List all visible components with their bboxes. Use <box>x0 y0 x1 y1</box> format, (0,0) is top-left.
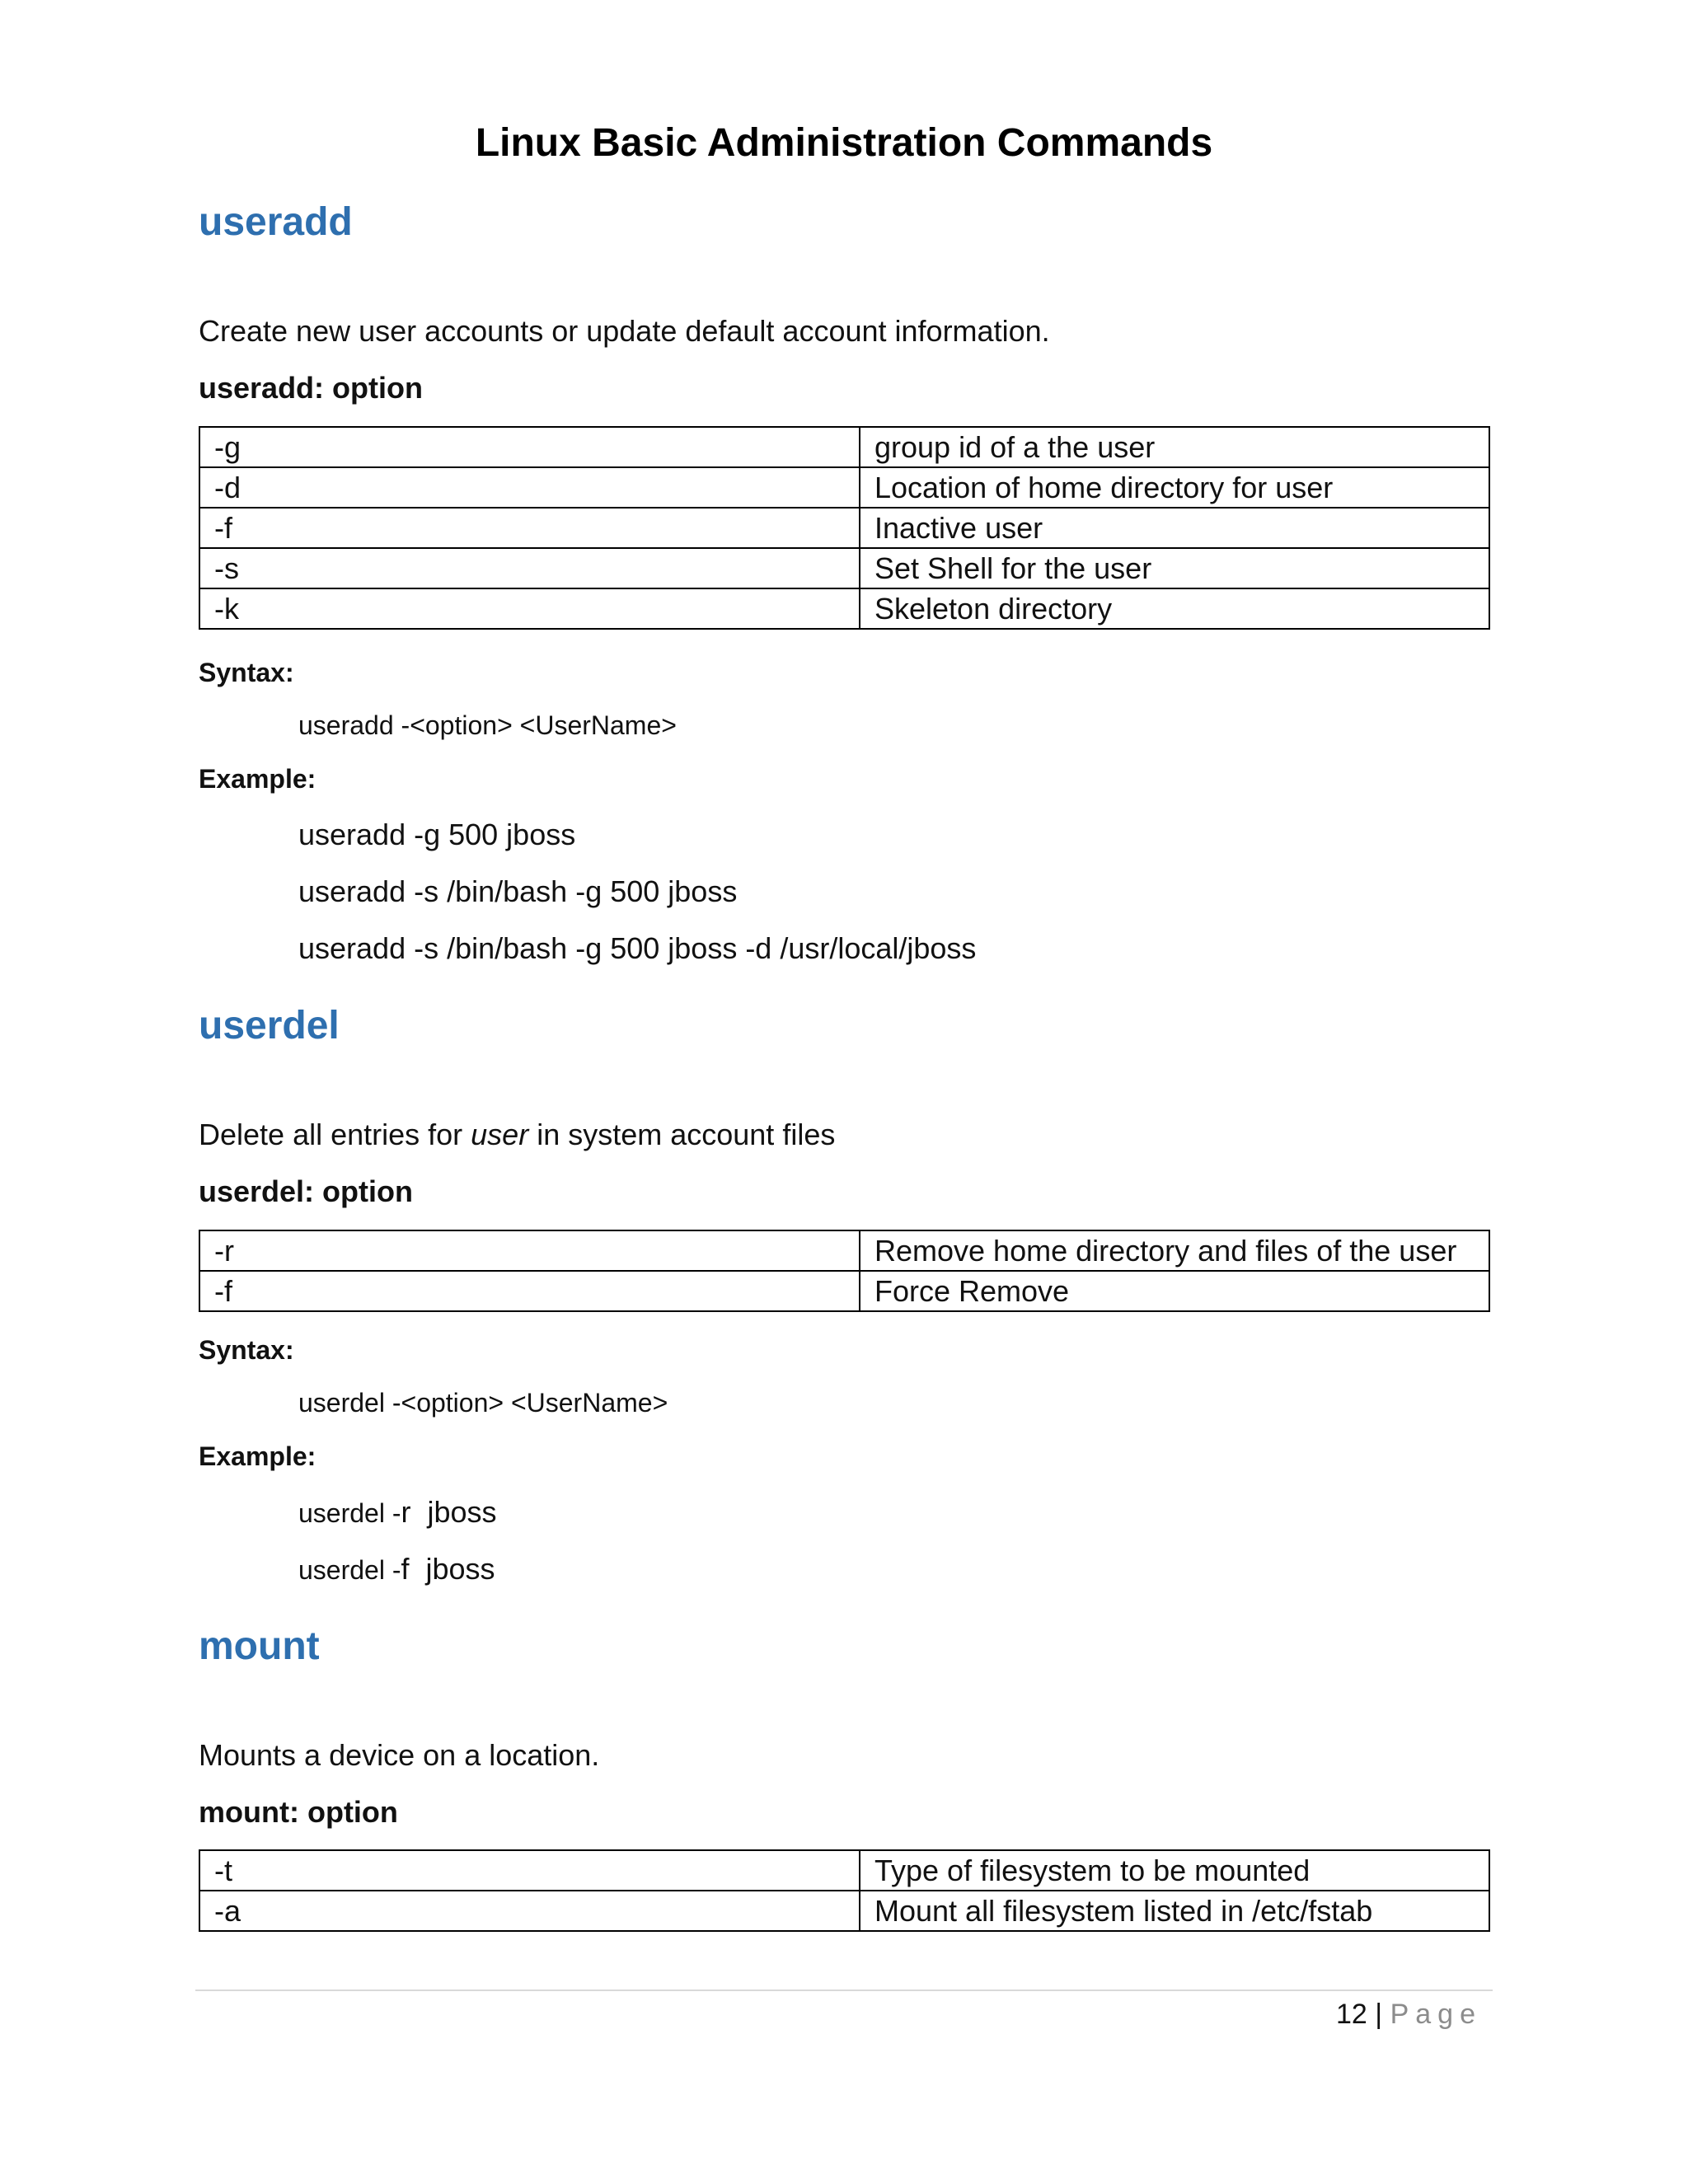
section-heading-mount: mount <box>199 1624 320 1668</box>
table-row <box>199 1850 1489 1891</box>
example-argument: jboss <box>409 1552 495 1586</box>
page-title: Linux Basic Administration Commands <box>475 121 1213 165</box>
option-flag: -s <box>199 548 860 588</box>
page-footer <box>1336 1996 1482 2032</box>
option-description: Inactive user <box>860 508 1489 548</box>
option-description: group id of a the user <box>860 427 1489 467</box>
option-label-mount: mount: option <box>199 1795 398 1829</box>
section-description-mount: Mounts a device on a location. <box>199 1738 600 1772</box>
section-heading-userdel: userdel <box>199 1004 340 1047</box>
table-row <box>199 427 1489 467</box>
option-description: Mount all filesystem listed in /etc/fstab <box>860 1891 1489 1931</box>
table-row <box>199 588 1489 629</box>
option-description: Skeleton directory <box>860 588 1489 629</box>
example-line <box>298 1550 495 1589</box>
syntax-label-userdel: Syntax: <box>199 1335 294 1365</box>
example-line <box>298 1493 497 1532</box>
page-number: 12 <box>1336 1999 1367 2030</box>
table-row <box>199 1271 1489 1311</box>
description-emphasis: user <box>471 1118 529 1151</box>
example-label-userdel: Example: <box>199 1441 316 1471</box>
table-row <box>199 508 1489 548</box>
example-command: userdel - <box>298 1555 401 1585</box>
table-row <box>199 1891 1489 1931</box>
options-table-userdel <box>199 1230 1490 1312</box>
option-flag: -g <box>199 427 860 467</box>
section-description-userdel <box>199 1116 835 1154</box>
option-description: Type of filesystem to be mounted <box>860 1850 1489 1891</box>
syntax-text-useradd: useradd -<option> <UserName> <box>298 710 677 740</box>
footer-divider <box>195 1990 1493 1991</box>
option-label-userdel: userdel: option <box>199 1174 413 1208</box>
option-flag: -t <box>199 1850 860 1891</box>
page-word: Page <box>1390 1999 1482 2030</box>
options-table-mount <box>199 1849 1490 1932</box>
example-flag: r <box>401 1495 411 1529</box>
description-text: in system account files <box>528 1118 836 1151</box>
option-flag: -d <box>199 467 860 508</box>
page-separator: | <box>1375 1999 1383 2030</box>
option-description: Set Shell for the user <box>860 548 1489 588</box>
option-label-useradd: useradd: option <box>199 371 423 405</box>
example-command: userdel - <box>298 1498 401 1528</box>
table-row <box>199 1230 1489 1271</box>
example-line: useradd -s /bin/bash -g 500 jboss <box>298 874 738 908</box>
example-line: useradd -g 500 jboss <box>298 818 576 851</box>
section-description-useradd: Create new user accounts or update default account information. <box>199 314 1050 348</box>
example-label-useradd: Example: <box>199 764 316 794</box>
example-line: useradd -s /bin/bash -g 500 jboss -d /usr/local/jboss <box>298 931 977 965</box>
options-table-useradd <box>199 426 1490 630</box>
syntax-text-userdel: userdel -<option> <UserName> <box>298 1388 668 1418</box>
syntax-label-useradd: Syntax: <box>199 658 294 687</box>
description-text: Delete all entries for <box>199 1118 471 1151</box>
example-argument: jboss <box>410 1495 497 1529</box>
option-flag: -k <box>199 588 860 629</box>
table-row <box>199 548 1489 588</box>
option-flag: -f <box>199 508 860 548</box>
example-flag: f <box>401 1552 410 1586</box>
option-flag: -f <box>199 1271 860 1311</box>
option-description: Remove home directory and files of the user <box>860 1230 1489 1271</box>
option-description: Location of home directory for user <box>860 467 1489 508</box>
section-heading-useradd: useradd <box>199 200 353 244</box>
table-row <box>199 467 1489 508</box>
option-flag: -r <box>199 1230 860 1271</box>
option-description: Force Remove <box>860 1271 1489 1311</box>
option-flag: -a <box>199 1891 860 1931</box>
